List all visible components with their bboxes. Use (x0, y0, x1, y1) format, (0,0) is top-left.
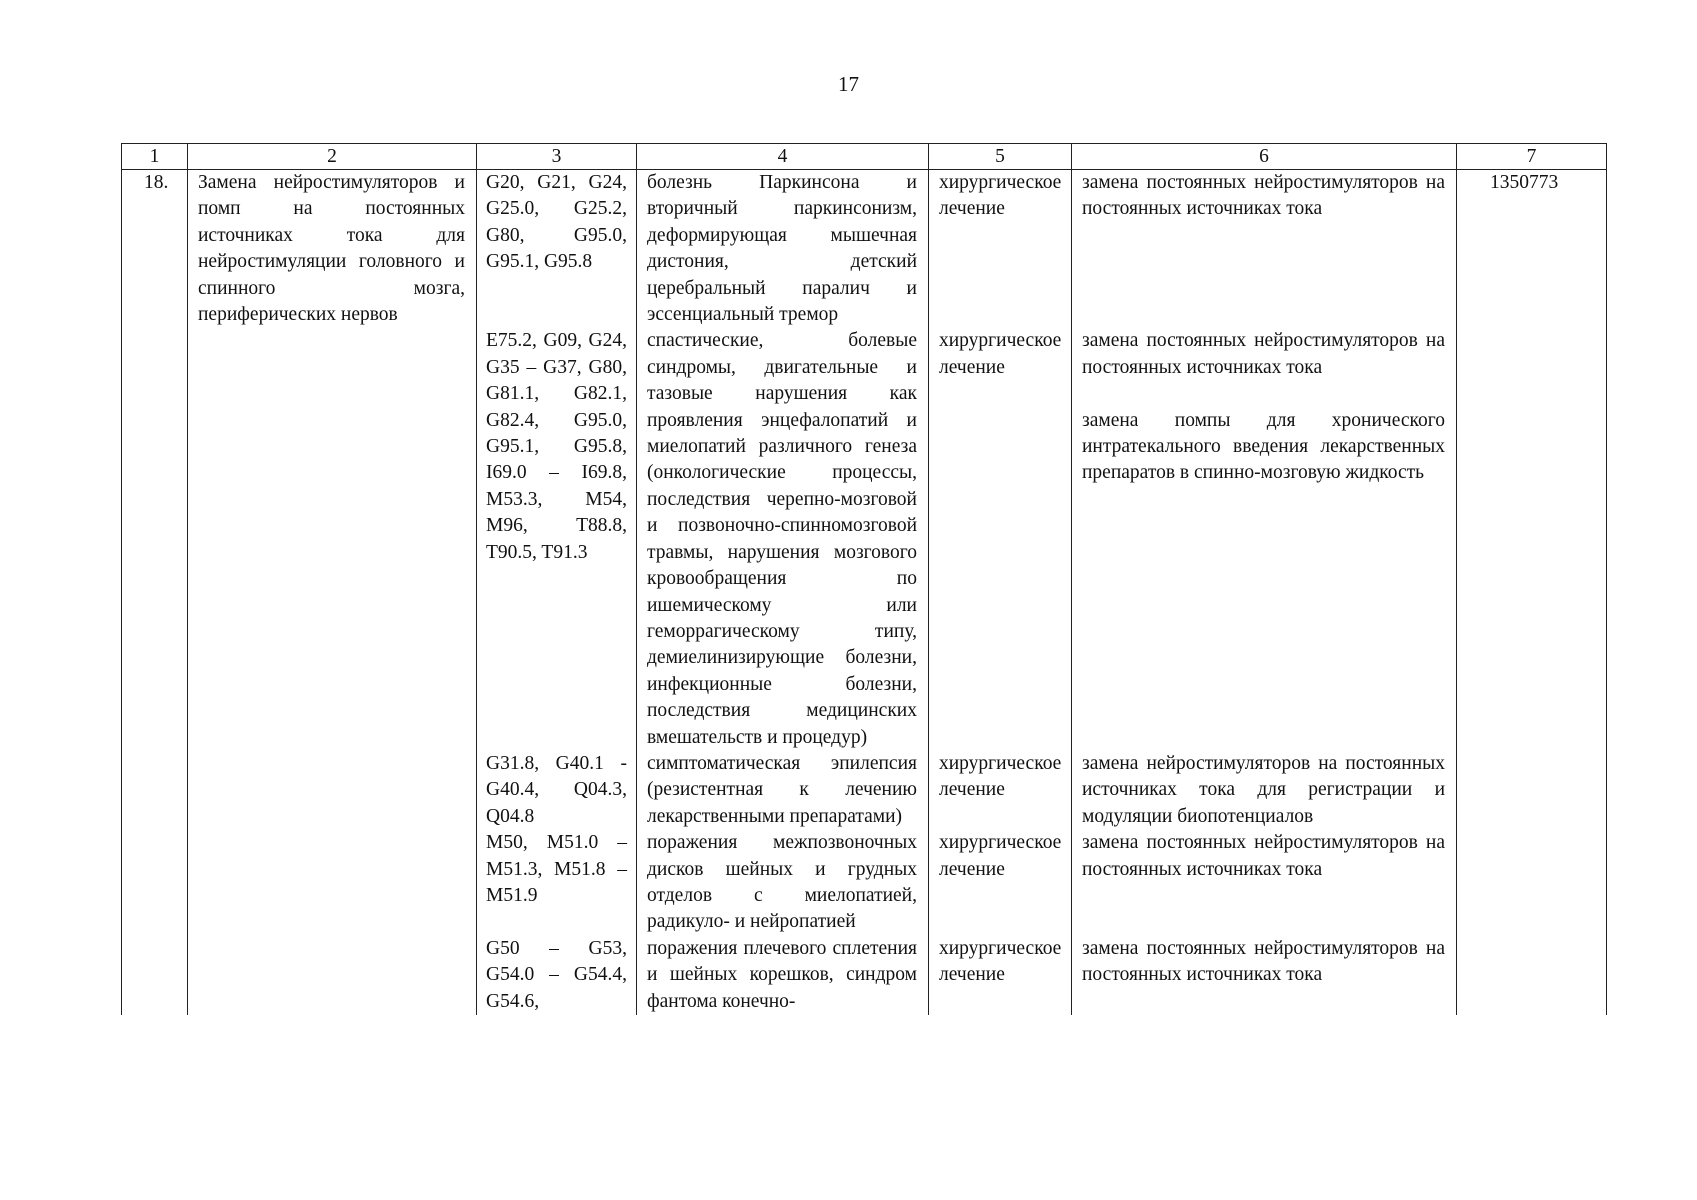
patient-model: поражения плечевого сплетения и шейных корешков, синдром фантома конечно- (637, 936, 929, 1015)
column-header-2: 2 (188, 144, 477, 170)
column-header-5: 5 (929, 144, 1072, 170)
method-text: замена нейростимуляторов на постоянных источниках тока для регистрации и модуляции биопотенциалов (1082, 752, 1445, 827)
method-text: замена постоянных нейростимуляторов на постоянных источниках тока (1082, 330, 1445, 378)
intervention-name: Замена нейростимуляторов и помп на постоянных источниках тока для нейростимуляции головного и спинного мозга, периферических нервов (188, 170, 477, 1016)
method-text: замена постоянных нейростимуляторов на постоянных источниках тока (1082, 172, 1445, 220)
treatment-method (1072, 170, 1457, 329)
column-header-4: 4 (637, 144, 929, 170)
patient-model: болезнь Паркинсона и вторичный паркинсонизм, деформирующая мышечная дистония, детский церебральный паралич и эссенциальный тремор (637, 170, 929, 329)
treatment-method (1072, 936, 1457, 1015)
treatment-method (1072, 751, 1457, 830)
icd-codes: G31.8, G40.1 - G40.4, Q04.3, Q04.8 (477, 751, 637, 830)
column-header-1: 1 (122, 144, 188, 170)
patient-model: поражения межпозвоночных дисков шейных и грудных отделов с миелопатией, радикуло- и нейропатией (637, 830, 929, 936)
header-row (122, 144, 1607, 170)
column-header-6: 6 (1072, 144, 1457, 170)
treatment-type: хирургическое лечение (929, 936, 1072, 1015)
table-row (122, 170, 1607, 329)
patient-model: симптоматическая эпилепсия (резистентная к лечению лекарственными препаратами) (637, 751, 929, 830)
treatment-type: хирургическое лечение (929, 170, 1072, 329)
method-text: замена постоянных нейростимуляторов на постоянных источниках тока (1082, 937, 1445, 986)
row-number: 18. (122, 170, 188, 1016)
treatment-type: хирургическое лечение (929, 328, 1072, 751)
icd-codes: G20, G21, G24, G25.0, G25.2, G80, G95.0, G95.1, G95.8 (477, 170, 637, 329)
column-header-7: 7 (1457, 144, 1607, 170)
icd-codes: E75.2, G09, G24, G35 – G37, G80, G81.1, G82.1, G82.4, G95.0, G95.1, G95.8, I69.0 – I69.8, M53.3, M54, M96, T88.8, T90.5, T91.3 (477, 328, 637, 751)
treatment-method (1072, 328, 1457, 751)
treatment-method (1072, 830, 1457, 936)
treatment-type: хирургическое лечение (929, 751, 1072, 830)
patient-model: спастические, болевые синдромы, двигательные и тазовые нарушения как проявления энцефалопатий и миелопатий различного генеза (онкологические процессы, последствия черепно-мозговой и позвоночно-спинномозговой травмы, нарушения мозгового кровообращения по ишемическому или геморрагическому типу, демиелинизирующие болезни, инфекционные болезни, последствия медицинских вмешательств и процедур) (637, 328, 929, 751)
treatment-type: хирургическое лечение (929, 830, 1072, 936)
page-number: 17 (838, 72, 859, 96)
icd-codes: G50 – G53, G54.0 – G54.4, G54.6, (477, 936, 637, 1015)
column-header-3: 3 (477, 144, 637, 170)
cost-norm: 1350773 (1457, 170, 1607, 1016)
method-text: замена помпы для хронического интратекального введения лекарственных препаратов в спинно-мозговую жидкость (1082, 409, 1445, 484)
method-text: замена постоянных нейростимуляторов на постоянных источниках тока (1082, 832, 1445, 880)
icd-codes: M50, M51.0 – M51.3, M51.8 – M51.9 (477, 830, 637, 936)
medical-care-table (121, 143, 1607, 1015)
